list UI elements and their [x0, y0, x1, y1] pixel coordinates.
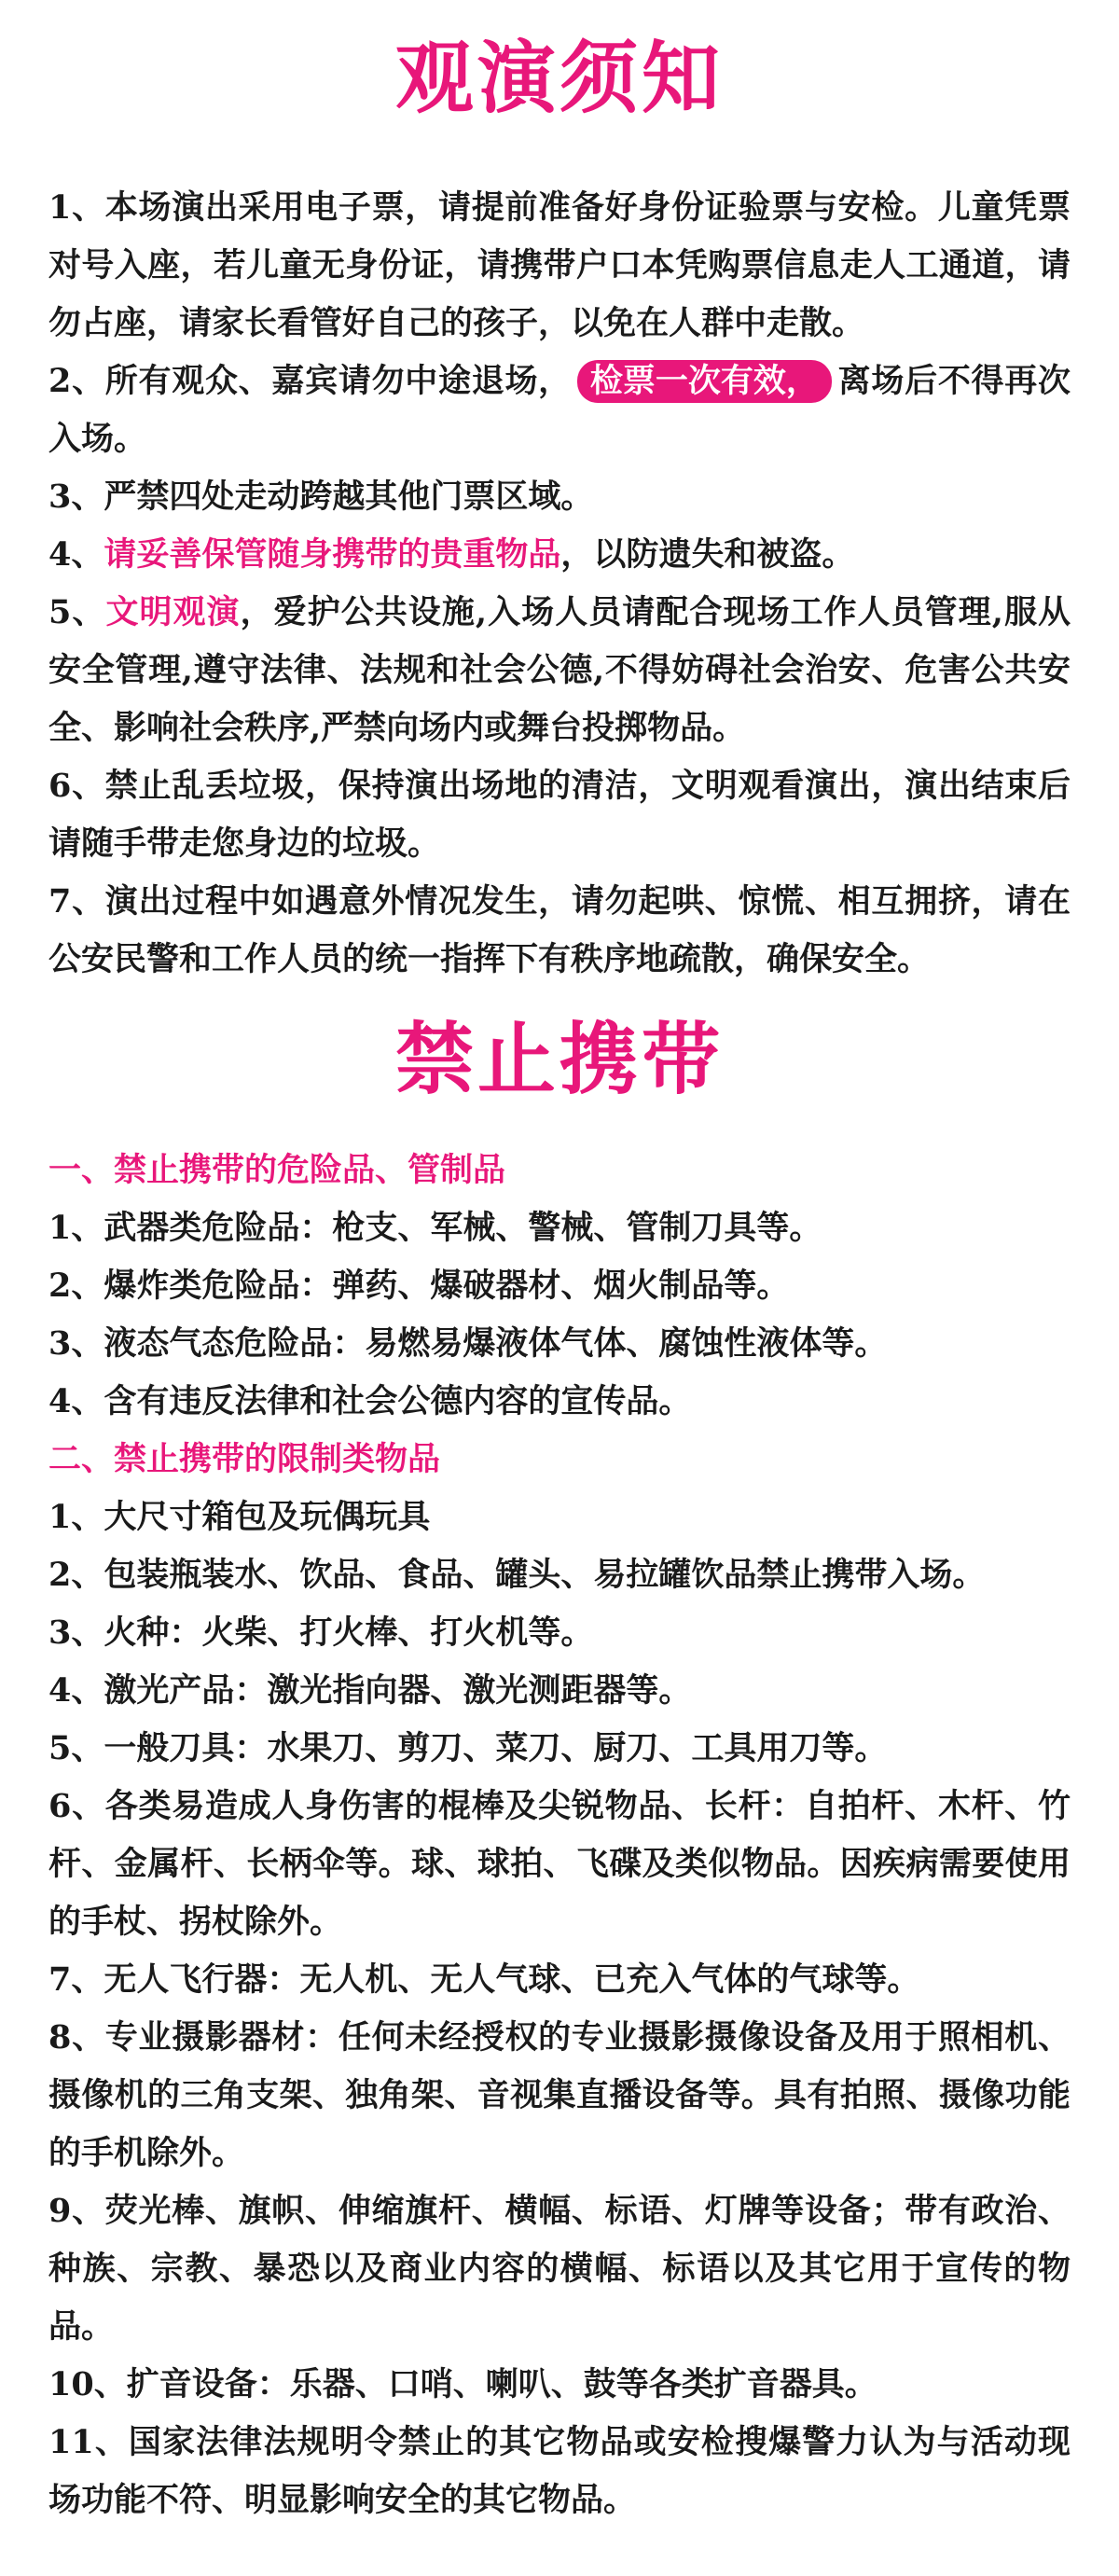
prohibited-item: 4、含有违反法律和社会公德内容的宣传品。 [48, 1382, 692, 1420]
highlight-pill: 检票一次有效， [577, 360, 832, 403]
prohibited-item: 3、液态气态危险品：易燃易爆液体气体、腐蚀性液体等。 [48, 1324, 888, 1363]
notice-item [48, 526, 1071, 584]
prohibited-title: 禁止携带 [394, 1013, 724, 1105]
notice-item-text: 5、 [48, 593, 106, 631]
prohibited-item: 2、爆炸类危险品：弹药、爆破器材、烟火制品等。 [48, 1267, 790, 1305]
notice-item-text: 离场后不得再次入场。 [48, 362, 1071, 458]
notice-list [48, 179, 1071, 989]
group-heading: 二、禁止携带的限制类物品 [48, 1440, 441, 1478]
prohibited-item: 5、一般刀具：水果刀、剪刀、菜刀、厨刀、工具用刀等。 [48, 1729, 888, 1767]
prohibited-item: 7、无人飞行器：无人机、无人气球、已充入气体的气球等。 [48, 1960, 920, 1999]
highlight-text: 请妥善保管随身携带的贵重物品 [104, 535, 561, 574]
notice-item: 3、严禁四处走动跨越其他门票区域。 [48, 478, 594, 516]
prohibited-item: 1、武器类危险品：枪支、军械、警械、管制刀具等。 [48, 1209, 822, 1247]
prohibited-item: 6、各类易造成人身伤害的棍棒及尖锐物品、长杆：自拍杆、木杆、竹杆、金属杆、长柄伞等。球、球拍、飞碟及类似物品。因疾病需要使用的手杖、拐杖除外。 [48, 1787, 1071, 1941]
prohibited-item: 11、国家法律法规明令禁止的其它物品或安检搜爆警力认为与活动现场功能不符、明显影响安全的其它物品。 [48, 2423, 1071, 2519]
notice-item-text: ，爱护公共设施,入场人员请配合现场工作人员管理,服从安全管理,遵守法律、法规和社会公德,不得妨碍社会治安、危害公共安全、影响社会秩序,严禁向场内或舞台投掷物品。 [48, 593, 1071, 747]
notice-item [48, 353, 1071, 468]
prohibited-item: 1、大尺寸箱包及玩偶玩具 [48, 1498, 431, 1536]
prohibited-item: 2、包装瓶装水、饮品、食品、罐头、易拉罐饮品禁止携带入场。 [48, 1556, 986, 1594]
notice-item [48, 584, 1071, 757]
notice-item: 1、本场演出采用电子票，请提前准备好身份证验票与安检。儿童凭票对号入座，若儿童无身份证，请携带户口本凭购票信息走人工通道，请勿占座，请家长看管好自己的孩子，以免在人群中走散。 [48, 188, 1071, 342]
notice-title: 观演须知 [394, 32, 724, 124]
notice-item-text: 4、 [48, 535, 104, 574]
notice-item-text: ，以防遗失和被盗。 [560, 535, 855, 574]
prohibited-item: 8、专业摄影器材：任何未经授权的专业摄影摄像设备及用于照相机、摄像机的三角支架、独角架、音视集直播设备等。具有拍照、摄像功能的手机除外。 [48, 2018, 1071, 2172]
prohibited-item: 9、荧光棒、旗帜、伸缩旗杆、横幅、标语、灯牌等设备；带有政治、种族、宗教、暴恐以及商业内容的横幅、标语以及其它用于宣传的物品。 [48, 2192, 1071, 2346]
prohibited-list [48, 1142, 1071, 2529]
notice-item: 7、演出过程中如遇意外情况发生，请勿起哄、惊慌、相互拥挤，请在公安民警和工作人员的统一指挥下有秩序地疏散，确保安全。 [48, 882, 1071, 978]
group-heading: 一、禁止携带的危险品、管制品 [48, 1151, 506, 1189]
prohibited-item: 10、扩音设备：乐器、口哨、喇叭、鼓等各类扩音器具。 [48, 2365, 877, 2403]
notice-item-text: 2、所有观众、嘉宾请勿中途退场， [48, 362, 572, 400]
prohibited-item: 3、火种：火柴、打火棒、打火机等。 [48, 1613, 594, 1652]
prohibited-item: 4、激光产品：激光指向器、激光测距器等。 [48, 1671, 692, 1710]
highlight-text: 文明观演 [105, 593, 241, 631]
notice-item: 6、禁止乱丢垃圾，保持演出场地的清洁，文明观看演出，演出结束后请随手带走您身边的垃圾。 [48, 767, 1071, 863]
